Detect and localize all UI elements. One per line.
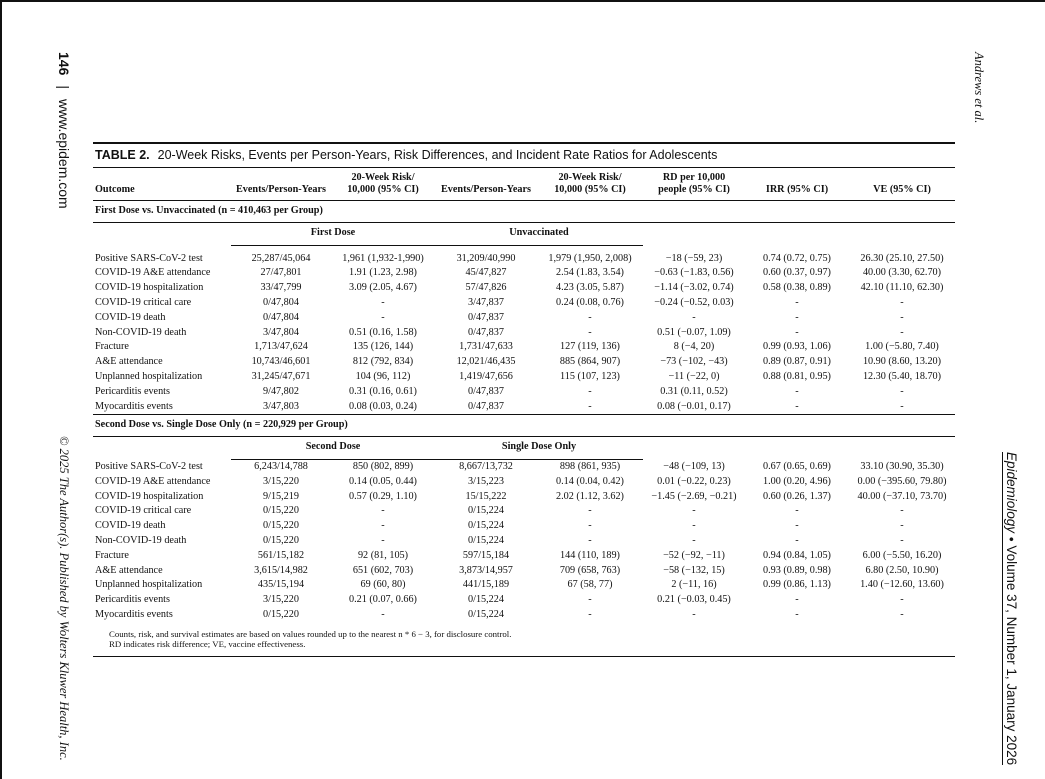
cell-risk-group2: - <box>588 520 592 532</box>
cell-risk-group2: - <box>588 385 592 397</box>
cell-events-group2: 441/15,189 <box>462 579 510 591</box>
cell-ve: - <box>900 296 904 308</box>
running-header-journal <box>1002 452 1019 765</box>
cell-ve: 33.10 (30.90, 35.30) <box>860 460 944 472</box>
cell-irr: 0.74 (0.72, 0.75) <box>763 252 831 264</box>
cell-events-group1: 435/15,194 <box>257 579 305 591</box>
cell-risk-group2: - <box>537 400 643 415</box>
cell-events-group2: 0/15,224 <box>468 520 504 532</box>
cell-risk-group2: 1,979 (1,950, 2,008) <box>548 252 632 264</box>
cell-risk-difference: −58 (−132, 15) <box>663 564 725 576</box>
cell-irr: 0.58 (0.38, 0.89) <box>763 282 831 294</box>
cell-risk-group2: - <box>588 608 592 620</box>
cell-events-group1: 25,287/45,064 <box>251 252 311 264</box>
table-row <box>93 490 955 505</box>
cell-events-group1: 1,713/47,624 <box>254 341 308 353</box>
section-first-dose <box>93 201 955 415</box>
table-row <box>93 266 955 281</box>
table-row <box>93 281 955 296</box>
cell-irr: 0.94 (0.84, 1.05) <box>763 549 831 561</box>
cell-events-group2: 597/15,184 <box>462 549 510 561</box>
section-title-row <box>93 415 955 437</box>
cell-risk-group1: 104 (96, 112) <box>355 370 411 382</box>
cell-irr: - <box>795 311 799 323</box>
cell-events-group1: 3/15,220 <box>263 475 299 487</box>
cell-risk-group1: - <box>381 505 385 517</box>
cell-risk-group1: 69 (60, 80) <box>360 579 406 591</box>
cell-irr: 0.67 (0.65, 0.69) <box>763 460 831 472</box>
header-risk-2-line2: 10,000 (95% CI) <box>554 184 626 195</box>
header-row <box>93 168 955 201</box>
journal-bullet: • <box>1004 536 1019 542</box>
cell-events-group2: 3/47,837 <box>468 296 504 308</box>
cell-outcome: Non-COVID-19 death <box>95 326 187 338</box>
group-label-right: Single Dose Only <box>435 437 643 460</box>
journal-name: Epidemiology <box>1004 452 1019 534</box>
cell-risk-difference: −1.45 (−2.69, −0.21) <box>651 490 737 502</box>
cell-irr: 1.00 (0.20, 4.96) <box>763 475 831 487</box>
cell-ve: - <box>900 594 904 606</box>
running-header-author: Andrews et al. <box>972 52 986 124</box>
cell-ve: - <box>900 505 904 517</box>
header-risk-1-line2: 10,000 (95% CI) <box>347 184 419 195</box>
cell-events-group2: 1,419/47,656 <box>459 370 513 382</box>
cell-risk-difference: −18 (−59, 23) <box>665 252 723 264</box>
table-row <box>93 252 955 267</box>
cell-outcome: Myocarditis events <box>93 400 231 415</box>
cell-events-group2: 0/47,837 <box>435 400 537 415</box>
table-row <box>93 564 955 579</box>
cell-outcome: Pericarditis events <box>95 385 170 397</box>
table-row <box>93 311 955 326</box>
cell-events-group2: 3,873/14,957 <box>459 564 513 576</box>
group-label-left: First Dose <box>231 222 435 245</box>
cell-events-group1: 31,245/47,671 <box>251 370 311 382</box>
cell-risk-group2: 0.14 (0.04, 0.42) <box>556 475 624 487</box>
cell-risk-group2: 127 (119, 136) <box>560 341 620 353</box>
running-header-left <box>56 52 72 209</box>
cell-ve: 1.40 (−12.60, 13.60) <box>860 579 944 591</box>
cell-outcome: Myocarditis events <box>95 608 173 620</box>
cell-outcome: Fracture <box>95 341 129 353</box>
results-table <box>93 168 955 623</box>
cell-risk-difference: 0.31 (0.11, 0.52) <box>660 385 728 397</box>
table-row <box>93 340 955 355</box>
cell-irr: - <box>795 520 799 532</box>
group-spacer <box>93 222 231 245</box>
header-risk-2 <box>537 168 643 201</box>
cell-risk-group1: 0.08 (0.03, 0.24) <box>331 400 435 415</box>
cell-ve: 42.10 (11.10, 62.30) <box>860 282 944 294</box>
cell-risk-difference: −73 (−102, −43) <box>660 356 728 368</box>
cell-irr: - <box>795 505 799 517</box>
cell-outcome: COVID-19 critical care <box>95 296 192 308</box>
cell-outcome: A&E attendance <box>95 356 163 368</box>
cell-ve: - <box>849 400 955 415</box>
cell-risk-group2: - <box>588 594 592 606</box>
cell-risk-difference: −11 (−22, 0) <box>668 370 720 382</box>
table-row <box>93 459 955 474</box>
group-spacer <box>643 222 955 245</box>
cell-risk-difference: −1.14 (−3.02, 0.74) <box>654 282 734 294</box>
cell-outcome: Unplanned hospitalization <box>95 579 203 591</box>
cell-events-group2: 0/15,224 <box>468 608 504 620</box>
table-row <box>93 355 955 370</box>
cell-irr: - <box>795 296 799 308</box>
cell-outcome: Positive SARS-CoV-2 test <box>95 460 203 472</box>
cell-risk-group2: 709 (658, 763) <box>559 564 621 576</box>
group-spacer <box>93 437 231 460</box>
cell-risk-group2: 4.23 (3.05, 5.87) <box>556 282 624 294</box>
footnote-rounding: Counts, risk, and survival estimates are based on values rounded up to the nearest n * 6 − 3, for disclosure control. <box>109 628 512 639</box>
cell-risk-difference: 2 (−11, 16) <box>671 579 717 591</box>
table-row <box>93 578 955 593</box>
cell-risk-group1: 3.09 (2.05, 4.67) <box>349 282 417 294</box>
cell-events-group1: 3/47,803 <box>231 400 331 415</box>
cell-risk-group1: - <box>381 534 385 546</box>
cell-events-group2: 0/15,224 <box>468 594 504 606</box>
page-number: 146 <box>56 52 72 76</box>
cell-risk-group1: 850 (802, 899) <box>352 460 414 472</box>
cell-outcome: Positive SARS-CoV-2 test <box>95 252 203 264</box>
cell-outcome: COVID-19 death <box>95 520 166 532</box>
cell-risk-group2: 898 (861, 935) <box>559 460 621 472</box>
cell-outcome: COVID-19 death <box>95 311 166 323</box>
cell-irr: 0.60 (0.37, 0.97) <box>763 267 831 279</box>
cell-events-group1: 3/15,220 <box>263 594 299 606</box>
cell-ve: - <box>900 385 904 397</box>
header-risk-1-line1: 20-Week Risk/ <box>351 172 415 183</box>
cell-events-group2: 31,209/40,990 <box>456 252 516 264</box>
header-separator: | <box>56 85 72 89</box>
section-second-dose <box>93 415 955 623</box>
group-spacer <box>643 437 955 460</box>
cell-outcome: A&E attendance <box>95 564 163 576</box>
cell-risk-group1: 0.51 (0.16, 1.58) <box>349 326 417 338</box>
header-outcome: Outcome <box>95 184 135 195</box>
cell-risk-group2: - <box>588 534 592 546</box>
table-row <box>93 549 955 564</box>
group-label-right: Unvaccinated <box>435 222 643 245</box>
table-row <box>93 593 955 608</box>
cell-events-group1: 33/47,799 <box>260 282 302 294</box>
cell-outcome: COVID-19 critical care <box>95 505 192 517</box>
cell-events-group1: 561/15,182 <box>257 549 305 561</box>
header-ve: VE (95% CI) <box>873 184 931 195</box>
cell-irr: 0.93 (0.89, 0.98) <box>763 564 831 576</box>
cell-irr: - <box>795 608 799 620</box>
cell-events-group1: 0/15,220 <box>263 520 299 532</box>
page-edge-left <box>0 0 2 779</box>
cell-ve: 40.00 (3.30, 62.70) <box>862 267 942 279</box>
table-caption <box>93 144 955 168</box>
cell-risk-difference: - <box>692 534 696 546</box>
header-events-1: Events/Person-Years <box>236 184 326 195</box>
header-risk-1 <box>331 168 435 201</box>
cell-events-group1: 10,743/46,601 <box>251 356 311 368</box>
table-row <box>93 400 955 415</box>
cell-events-group1: 0/15,220 <box>263 505 299 517</box>
footnote-abbreviations: RD indicates risk difference; VE, vaccine effectiveness. <box>109 639 306 650</box>
cell-outcome: Non-COVID-19 death <box>95 534 187 546</box>
table-title: 20-Week Risks, Events per Person-Years, Risk Differences, and Incident Rate Ratios for Adolescents <box>157 148 718 162</box>
cell-risk-difference: 0.01 (−0.22, 0.23) <box>657 475 731 487</box>
cell-ve: 0.00 (−395.60, 79.80) <box>857 475 947 487</box>
section-title: First Dose vs. Unvaccinated (n = 410,463 per Group) <box>93 201 955 223</box>
cell-risk-group1: 1,961 (1,932-1,990) <box>342 252 424 264</box>
cell-irr: - <box>795 326 799 338</box>
cell-risk-difference: −52 (−92, −11) <box>663 549 725 561</box>
cell-risk-difference: 0.08 (−0.01, 0.17) <box>643 400 745 415</box>
cell-irr: - <box>795 385 799 397</box>
group-header-row <box>93 222 955 245</box>
cell-risk-difference: −48 (−109, 13) <box>663 460 725 472</box>
cell-events-group1: 0/47,804 <box>263 311 299 323</box>
cell-risk-group1: 0.14 (0.05, 0.44) <box>349 475 417 487</box>
cell-ve: 40.00 (−37.10, 73.70) <box>857 490 947 502</box>
cell-risk-group2: 144 (110, 189) <box>560 549 620 561</box>
cell-risk-group1: 92 (81, 105) <box>357 549 409 561</box>
cell-risk-group1: - <box>381 608 385 620</box>
table-row <box>93 504 955 519</box>
cell-risk-group2: 67 (58, 77) <box>567 579 613 591</box>
cell-risk-group1: 651 (602, 703) <box>352 564 414 576</box>
cell-risk-difference: −0.24 (−0.52, 0.03) <box>654 296 734 308</box>
cell-irr: - <box>795 594 799 606</box>
table-footnotes <box>93 623 955 657</box>
cell-events-group2: 45/47,827 <box>465 267 507 279</box>
cell-risk-difference: - <box>692 311 696 323</box>
cell-risk-difference: 0.21 (−0.03, 0.45) <box>657 594 731 606</box>
cell-risk-group1: 812 (792, 834) <box>352 356 414 368</box>
cell-irr: 0.89 (0.87, 0.91) <box>763 356 831 368</box>
table-row <box>93 370 955 385</box>
cell-outcome: Unplanned hospitalization <box>95 370 203 382</box>
cell-events-group1: 0/15,220 <box>263 534 299 546</box>
cell-risk-group2: 2.54 (1.83, 3.54) <box>556 267 624 279</box>
cell-ve: 10.90 (8.60, 13.20) <box>862 356 942 368</box>
cell-risk-group1: 135 (126, 144) <box>352 341 414 353</box>
group-header-row <box>93 437 955 460</box>
cell-outcome: COVID-19 A&E attendance <box>95 475 211 487</box>
cell-risk-difference: 0.51 (−0.07, 1.09) <box>657 326 731 338</box>
header-rd-line2: people (95% CI) <box>658 184 730 195</box>
page-edge-top <box>0 0 1045 2</box>
table-row <box>93 326 955 341</box>
cell-ve: 6.80 (2.50, 10.90) <box>865 564 939 576</box>
cell-risk-difference: - <box>692 520 696 532</box>
cell-risk-group2: - <box>588 505 592 517</box>
cell-outcome: COVID-19 A&E attendance <box>95 267 211 279</box>
cell-risk-difference: - <box>692 505 696 517</box>
table-row <box>93 519 955 534</box>
cell-risk-difference: 8 (−4, 20) <box>673 341 715 353</box>
cell-events-group2: 3/15,223 <box>468 475 504 487</box>
cell-risk-group1: - <box>381 311 385 323</box>
cell-events-group2: 8,667/13,732 <box>459 460 513 472</box>
cell-events-group1: 9/15,219 <box>263 490 299 502</box>
cell-risk-group2: 885 (864, 907) <box>559 356 621 368</box>
cell-events-group1: 0/15,220 <box>263 608 299 620</box>
header-risk-2-line1: 20-Week Risk/ <box>558 172 622 183</box>
cell-events-group2: 57/47,826 <box>465 282 507 294</box>
table-row <box>93 385 955 400</box>
cell-events-group1: 0/47,804 <box>263 296 299 308</box>
section-title: Second Dose vs. Single Dose Only (n = 220,929 per Group) <box>93 415 955 437</box>
table-row <box>93 608 955 623</box>
table-2 <box>93 142 955 657</box>
cell-events-group1: 9/47,802 <box>263 385 299 397</box>
cell-irr: 0.99 (0.86, 1.13) <box>763 579 831 591</box>
table-row <box>93 534 955 549</box>
group-label-left: Second Dose <box>231 437 435 460</box>
header-rd <box>643 168 745 201</box>
cell-irr: 0.60 (0.26, 1.37) <box>763 490 831 502</box>
cell-risk-difference: −0.63 (−1.83, 0.56) <box>654 267 734 279</box>
cell-irr: - <box>745 400 849 415</box>
cell-risk-group2: - <box>588 311 592 323</box>
cell-outcome: COVID-19 hospitalization <box>95 490 204 502</box>
cell-ve: - <box>900 608 904 620</box>
cell-irr: - <box>795 534 799 546</box>
cell-irr: 0.99 (0.93, 1.06) <box>763 341 831 353</box>
cell-events-group2: 0/15,224 <box>468 534 504 546</box>
header-rd-line1: RD per 10,000 <box>662 172 726 183</box>
cell-outcome: Fracture <box>95 549 129 561</box>
cell-irr: 0.88 (0.81, 0.95) <box>763 370 831 382</box>
cell-events-group1: 3,615/14,982 <box>254 564 308 576</box>
cell-outcome: Pericarditis events <box>95 594 170 606</box>
cell-events-group1: 27/47,801 <box>260 267 302 279</box>
cell-events-group2: 0/15,224 <box>468 505 504 517</box>
cell-risk-group1: 0.31 (0.16, 0.61) <box>349 385 417 397</box>
cell-risk-group2: 0.24 (0.08, 0.76) <box>556 296 624 308</box>
volume-info: Volume 37, Number 1, January 2026 <box>1004 545 1019 766</box>
cell-events-group2: 0/47,837 <box>468 311 504 323</box>
cell-risk-group1: 0.57 (0.29, 1.10) <box>349 490 417 502</box>
cell-risk-group2: 115 (107, 123) <box>560 370 620 382</box>
cell-events-group2: 0/47,837 <box>468 385 504 397</box>
cell-risk-group1: - <box>381 296 385 308</box>
cell-ve: - <box>900 520 904 532</box>
cell-events-group2: 1,731/47,633 <box>459 341 513 353</box>
cell-outcome: COVID-19 hospitalization <box>95 282 204 294</box>
cell-events-group2: 0/47,837 <box>468 326 504 338</box>
cell-risk-group2: 2.02 (1.12, 3.62) <box>556 490 624 502</box>
cell-events-group1: 6,243/14,788 <box>254 460 308 472</box>
table-row <box>93 475 955 490</box>
cell-events-group2: 15/15,222 <box>465 490 507 502</box>
cell-ve: 1.00 (−5.80, 7.40) <box>865 341 939 353</box>
cell-ve: - <box>900 534 904 546</box>
cell-ve: 12.30 (5.40, 18.70) <box>862 370 942 382</box>
cell-ve: 6.00 (−5.50, 16.20) <box>862 549 942 561</box>
header-events-2: Events/Person-Years <box>441 184 531 195</box>
journal-website: www.epidem.com <box>56 99 72 209</box>
cell-risk-group1: - <box>381 520 385 532</box>
cell-risk-group1: 0.21 (0.07, 0.66) <box>349 594 417 606</box>
cell-events-group1: 3/47,804 <box>263 326 299 338</box>
cell-risk-difference: - <box>692 608 696 620</box>
cell-ve: - <box>900 326 904 338</box>
cell-ve: 26.30 (25.10, 27.50) <box>860 252 944 264</box>
cell-risk-group2: - <box>588 326 592 338</box>
copyright-notice: © 2025 The Author(s). Published by Wolters Kluwer Health, Inc. <box>57 436 71 761</box>
section-title-row <box>93 201 955 223</box>
table-label: TABLE 2. <box>95 148 150 162</box>
table-row <box>93 296 955 311</box>
cell-risk-group1: 1.91 (1.23, 2.98) <box>349 267 417 279</box>
cell-ve: - <box>900 311 904 323</box>
header-irr: IRR (95% CI) <box>765 184 829 195</box>
cell-events-group2: 12,021/46,435 <box>456 356 516 368</box>
